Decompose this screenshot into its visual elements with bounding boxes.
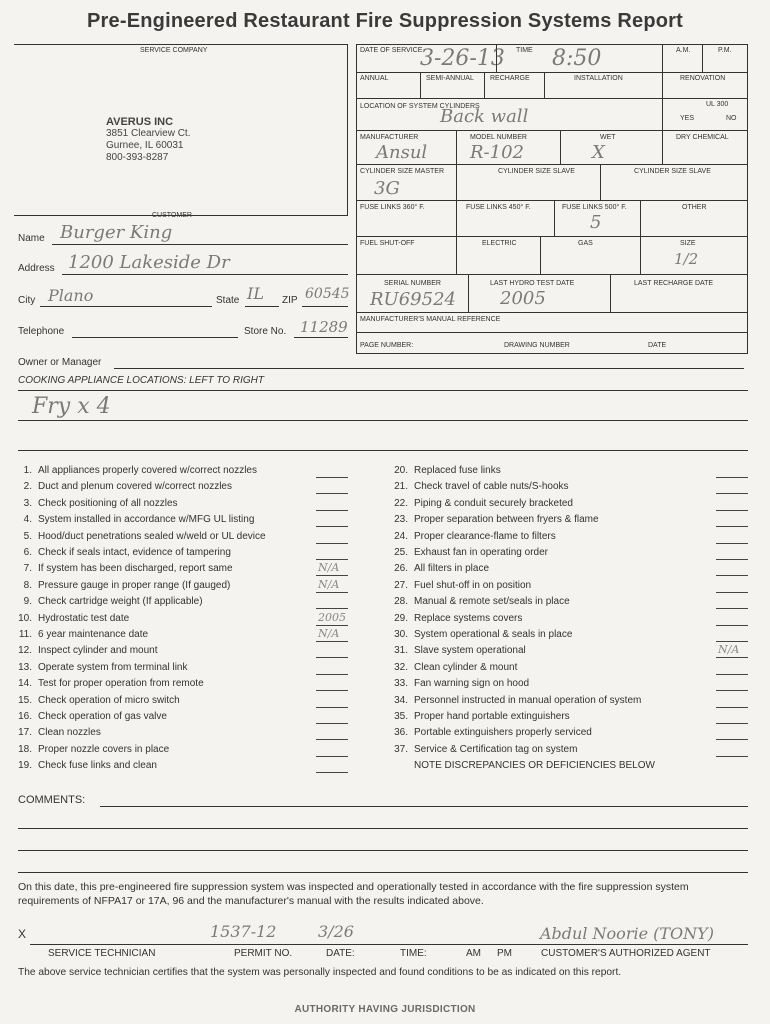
checklist-item-label: All appliances properly covered w/correct nozzles: [38, 465, 257, 476]
address-value: 1200 Lakeside Dr: [68, 252, 230, 273]
checklist-item-label: All filters in place: [414, 563, 490, 575]
store-field[interactable]: [294, 337, 348, 338]
checklist-item: [14, 727, 101, 738]
grid-line: [662, 130, 663, 164]
grid-line: [540, 236, 541, 274]
checklist-item: [14, 744, 169, 755]
time-value[interactable]: 8:50: [552, 46, 602, 71]
checklist-item: [390, 678, 529, 689]
checklist-item: [390, 547, 548, 558]
grid-line: [356, 200, 748, 201]
checklist-item: [14, 662, 188, 673]
grid-line: [356, 164, 748, 165]
fuse-500-value[interactable]: 5: [590, 212, 602, 233]
checklist-item-label: Manual & remote set/seals in place: [414, 596, 570, 608]
checklist-item-number: 29.: [394, 612, 408, 624]
state-field[interactable]: [245, 306, 279, 307]
checklist-item-label: Replaced fuse links: [414, 465, 501, 476]
ul300-yes-option[interactable]: YES: [680, 115, 695, 122]
checklist-item: [14, 596, 203, 607]
checklist-item-label: Exhaust fan in operating order: [414, 547, 548, 558]
checklist-item-label: Clean cylinder & mount: [414, 661, 518, 673]
checklist-answer-line[interactable]: [716, 739, 748, 740]
checklist-item-number: 16.: [18, 711, 32, 722]
checklist-item: [14, 563, 233, 574]
agent-label: CUSTOMER'S AUTHORIZED AGENT: [541, 948, 711, 959]
checklist-item: [14, 645, 158, 656]
model-number-value[interactable]: R-102: [470, 142, 524, 163]
checklist-item-number: 2.: [23, 481, 32, 493]
manual-reference-label: MANUFACTURER'S MANUAL REFERENCE: [360, 316, 501, 323]
checklist-item: [14, 613, 129, 624]
checklist-item: [390, 645, 526, 656]
checklist-item-label: Proper clearance-flame to filters: [414, 530, 556, 542]
checklist-item-number: 4.: [23, 514, 32, 526]
checklist-answer-value: N/A: [318, 561, 340, 575]
checklist-item-label: Personnel instructed in manual operation of system: [414, 694, 642, 706]
serial-number-value[interactable]: RU69524: [370, 289, 456, 310]
installation-option[interactable]: INSTALLATION: [574, 75, 623, 82]
zip-label: ZIP: [282, 295, 298, 306]
checklist-item-number: 10.: [18, 612, 32, 624]
date-2-label: DATE: [648, 342, 667, 349]
store-value: 11289: [300, 318, 348, 336]
date-label: DATE:: [326, 948, 355, 959]
checklist-item-number: 21.: [394, 481, 408, 493]
wet-value[interactable]: X: [592, 142, 605, 163]
city-label: City: [18, 295, 36, 306]
checklist-answer-line[interactable]: [316, 625, 348, 626]
checklist-item: [14, 465, 257, 476]
cooking-line-3[interactable]: [18, 450, 748, 451]
stamp-street: 3851 Clearview Ct.: [106, 128, 191, 139]
owner-label: Owner or Manager: [18, 357, 102, 368]
grid-line: [600, 164, 601, 200]
checklist-item-number: 23.: [394, 514, 408, 526]
checklist-item: [14, 678, 204, 689]
checklist-item-number: 25.: [394, 547, 408, 558]
checklist-item-label: Slave system operational: [414, 645, 526, 657]
company-stamp: [106, 116, 190, 164]
cylinder-location-value[interactable]: Back wall: [440, 106, 529, 127]
gas-label: GAS: [578, 240, 593, 247]
checklist-answer-line[interactable]: [716, 657, 748, 658]
grid-line: [662, 72, 663, 98]
am-label: A.M.: [676, 47, 691, 54]
cooking-label: COOKING APPLIANCE LOCATIONS: LEFT TO RIGHT: [18, 375, 264, 386]
name-value: Burger King: [60, 222, 173, 243]
checklist-item-number: 22.: [394, 497, 408, 509]
checklist-item-label: Inspect cylinder and mount: [38, 645, 158, 657]
checklist-answer-line[interactable]: [316, 526, 348, 527]
checklist-item-label: Service & Certification tag on system: [414, 743, 578, 755]
stamp-phone: 800-393-8287: [106, 152, 169, 163]
checklist-answer-line[interactable]: [716, 723, 748, 724]
checklist-item-number: 36.: [394, 727, 408, 739]
checklist-item-number: 7.: [23, 563, 32, 575]
checklist-answer-line[interactable]: [716, 559, 748, 560]
semi-annual-option[interactable]: SEMI-ANNUAL: [426, 75, 474, 82]
comments-line-4[interactable]: [18, 872, 748, 873]
drawing-number-label: DRAWING NUMBER: [504, 342, 570, 349]
checklist-item-label: Piping & conduit securely bracketed: [414, 497, 573, 509]
grid-line: [356, 312, 748, 313]
grid-line: [356, 274, 748, 275]
city-field[interactable]: [40, 306, 212, 307]
checklist-answer-line[interactable]: [316, 723, 348, 724]
checklist-answer-line[interactable]: [316, 690, 348, 691]
grid-line: [468, 274, 469, 312]
cylinder-slave2-label: CYLINDER SIZE SLAVE: [634, 168, 711, 175]
grid-line: [456, 130, 457, 164]
checklist-item-number: 11.: [18, 629, 32, 640]
address-field[interactable]: [62, 274, 348, 275]
checklist-item-number: 28.: [394, 596, 408, 608]
permit-value: 1537-12: [210, 922, 277, 941]
grid-line: [662, 98, 663, 130]
dry-chemical-label: DRY CHEMICAL: [676, 134, 729, 141]
checklist-item: [14, 514, 254, 525]
checklist-answer-line[interactable]: [716, 707, 748, 708]
checklist-answer-value: 2005: [318, 610, 346, 624]
permit-label: PERMIT NO.: [234, 948, 293, 959]
checklist-answer-value: N/A: [318, 627, 340, 640]
checklist-item-label: System installed in accordance w/MFG UL listing: [38, 514, 255, 526]
agent-value: Abdul Noorie (TONY): [540, 924, 714, 943]
grid-line: [456, 236, 457, 274]
name-field[interactable]: [52, 244, 348, 245]
checklist-item-number: 26.: [394, 563, 408, 575]
checklist-item-label: Fuel shut-off in on position: [414, 579, 532, 591]
checklist-item-label: Fan warning sign on hood: [414, 678, 530, 690]
cooking-line-1: [18, 390, 748, 391]
comments-line-3[interactable]: [18, 850, 748, 851]
checklist-item-number: 35.: [394, 711, 408, 722]
ul300-label: UL 300: [706, 101, 729, 108]
checklist-answer-line[interactable]: [716, 493, 748, 494]
checklist-item: [390, 760, 655, 771]
fuse-450-label: FUSE LINKS 450° F.: [466, 204, 531, 211]
checklist-answer-line[interactable]: [716, 526, 748, 527]
grid-line: [560, 130, 561, 164]
grid-line: [456, 164, 457, 200]
checklist-item-label: Replace systems covers: [414, 612, 523, 624]
checklist-answer-line[interactable]: [316, 575, 348, 576]
certification-text: On this date, this pre-engineered fire suppression system was inspected and operationally tested in accordance with the fire suppression system requirements of NFPA17 or 17A, 96 and the manufacturer's manual with the results indicated above.: [18, 881, 689, 907]
checklist-answer-line[interactable]: [716, 641, 748, 642]
checklist-answer-line[interactable]: [316, 493, 348, 494]
date-of-service-label: DATE OF SERVICE: [360, 47, 423, 54]
state-label: State: [216, 295, 240, 306]
wet-label: WET: [600, 134, 616, 141]
footer-certification: The above service technician certifies that the system was personally inspected and found conditions to be as indicated on this report.: [18, 967, 622, 978]
comments-label: COMMENTS:: [18, 794, 86, 806]
ul300-no-option[interactable]: NO: [726, 115, 737, 122]
checklist-item: [390, 514, 599, 525]
checklist-item-number: 3.: [23, 497, 32, 509]
recharge-date-label: LAST RECHARGE DATE: [634, 280, 714, 287]
grid-line: [420, 72, 421, 98]
checklist-item: [390, 711, 570, 722]
name-label: Name: [18, 233, 45, 244]
checklist-answer-line[interactable]: [716, 575, 748, 576]
fuse-360-label: FUSE LINKS 360° F.: [360, 204, 425, 211]
checklist-item-number: 17.: [18, 727, 32, 739]
checklist-answer-line[interactable]: [316, 739, 348, 740]
checklist-answer-line[interactable]: [316, 707, 348, 708]
checklist-item-number: 33.: [394, 678, 408, 690]
checklist-answer-line[interactable]: [316, 559, 348, 560]
grid-line: [640, 200, 641, 236]
cylinder-master-label: CYLINDER SIZE MASTER: [360, 168, 445, 175]
checklist-item-number: 24.: [394, 530, 408, 542]
city-value: Plano: [48, 286, 94, 305]
checklist-item: [14, 531, 266, 542]
checklist-item-number: 6.: [23, 547, 32, 558]
hydro-date-label: LAST HYDRO TEST DATE: [490, 280, 575, 287]
signature-line[interactable]: [30, 944, 748, 945]
checklist-item-number: 8.: [23, 579, 32, 591]
pm-label: P.M.: [718, 47, 732, 54]
pm-label-sig: PM: [497, 948, 512, 959]
grid-line: [356, 130, 748, 131]
checklist-item-label: System operational & seals in place: [414, 629, 573, 640]
checklist-item: [14, 481, 232, 492]
checklist-answer-line[interactable]: [716, 756, 748, 757]
grid-line: [554, 200, 555, 236]
checklist-item-number: 30.: [394, 629, 408, 640]
checklist-answer-line[interactable]: [316, 674, 348, 675]
checklist-item-label: Check operation of micro switch: [38, 694, 180, 706]
checklist-item-label: Check cartridge weight (If applicable): [38, 596, 203, 608]
checklist-answer-value: N/A: [318, 577, 340, 591]
checklist-item-number: 13.: [18, 661, 32, 673]
checklist-item-label: Test for proper operation from remote: [38, 678, 204, 690]
checklist-answer-line[interactable]: [716, 477, 748, 478]
date-of-service-value[interactable]: 3-26-13: [420, 46, 505, 71]
checklist-item-label: Operate system from terminal link: [38, 661, 188, 673]
checklist-answer-line[interactable]: [316, 592, 348, 593]
checklist-item: [14, 498, 178, 509]
manufacturer-value[interactable]: Ansul: [376, 142, 428, 163]
checklist-item: [390, 744, 577, 755]
grid-line: [456, 200, 457, 236]
checklist-item-number: 34.: [394, 694, 408, 706]
checklist-item-label: 6 year maintenance date: [38, 629, 149, 640]
serial-number-label: SERIAL NUMBER: [384, 280, 441, 287]
time-label-sig: TIME:: [400, 948, 427, 959]
authority-label: AUTHORITY HAVING JURISDICTION: [294, 1004, 476, 1015]
checklist-item-number: 12.: [18, 645, 32, 657]
checklist-item-number: 37.: [394, 743, 408, 755]
checklist-item: [390, 465, 501, 476]
checklist-item-number: 32.: [394, 661, 408, 673]
checklist-item-label: Proper hand portable extinguishers: [414, 711, 570, 722]
checklist-item-label: Clean nozzles: [38, 727, 101, 739]
technician-label: SERVICE TECHNICIAN: [48, 948, 156, 959]
stamp-company: AVERUS INC: [106, 116, 174, 128]
annual-option[interactable]: ANNUAL: [360, 75, 389, 82]
fuel-shutoff-label: FUEL SHUT-OFF: [360, 240, 415, 247]
checklist-item: [390, 662, 517, 673]
checklist-item-number: 5.: [23, 530, 32, 542]
zip-value: 60545: [305, 286, 350, 302]
checklist-answer-line[interactable]: [316, 756, 348, 757]
checklist-item-number: 1.: [23, 465, 32, 476]
cylinder-location-label: LOCATION OF SYSTEM CYLINDERS: [360, 103, 480, 110]
state-value: IL: [247, 284, 264, 303]
telephone-label: Telephone: [18, 326, 65, 337]
checklist-answer-line[interactable]: [716, 510, 748, 511]
checklist-item-label: Portable extinguishers properly serviced: [414, 727, 592, 739]
cooking-value: Fry x 4: [32, 394, 111, 419]
checklist-item: [14, 547, 231, 558]
size-value[interactable]: 1/2: [674, 250, 699, 268]
checklist-item: [14, 711, 167, 722]
checklist-item: [390, 613, 522, 624]
checklist-item-number: 18.: [18, 743, 32, 755]
grid-line: [484, 72, 485, 98]
checklist-answer-line[interactable]: [716, 608, 748, 609]
report-title: Pre-Engineered Restaurant Fire Suppression Systems Report: [86, 10, 683, 32]
page-number-label: PAGE NUMBER:: [360, 342, 414, 349]
grid-line: [356, 98, 748, 99]
am-label-sig: AM: [466, 948, 481, 959]
checklist-item: [390, 727, 592, 738]
sig-date-value: 3/26: [318, 922, 354, 941]
grid-line: [356, 236, 748, 237]
checklist-item-label: Duct and plenum covered w/correct nozzles: [38, 481, 232, 493]
checklist-answer-line[interactable]: [316, 608, 348, 609]
checklist-item: [390, 481, 569, 492]
checklist-item-label: Proper separation between fryers & flame: [414, 514, 599, 526]
manufacturer-label: MANUFACTURER: [360, 134, 419, 141]
grid-line: [640, 236, 641, 274]
checklist-answer-line[interactable]: [716, 674, 748, 675]
zip-field[interactable]: [302, 306, 348, 307]
telephone-field[interactable]: [72, 337, 238, 338]
grid-line: [496, 44, 497, 72]
checklist-item: [14, 629, 148, 640]
checklist-answer-value: N/A: [718, 643, 740, 657]
grid-line: [544, 72, 545, 98]
fuse-500-label: FUSE LINKS 500° F.: [562, 204, 627, 211]
checklist-item-label: Hydrostatic test date: [38, 612, 130, 624]
store-label: Store No.: [244, 326, 287, 337]
checklist-answer-line[interactable]: [716, 543, 748, 544]
checklist-item-label: Proper nozzle covers in place: [38, 743, 170, 755]
hydro-date-value[interactable]: 2005: [500, 288, 546, 309]
signature-x: X: [18, 927, 27, 941]
checklist-answer-line[interactable]: [716, 625, 748, 626]
checklist-item: [390, 596, 570, 607]
other-label: OTHER: [682, 204, 707, 211]
checklist-answer-line[interactable]: [316, 477, 348, 478]
checklist-answer-line[interactable]: [316, 543, 348, 544]
checklist-item-number: 14.: [18, 678, 32, 690]
customer-label: CUSTOMER: [152, 212, 192, 219]
checklist-item-number: 15.: [18, 694, 32, 706]
checklist-item-number: 9.: [23, 596, 32, 608]
grid-line: [356, 72, 748, 73]
cylinder-master-value[interactable]: 3G: [374, 178, 400, 199]
checklist-answer-line[interactable]: [716, 690, 748, 691]
comments-line-2[interactable]: [18, 828, 748, 829]
checklist-item: [390, 580, 531, 591]
checklist-answer-line[interactable]: [716, 592, 748, 593]
checklist-item-label: Hood/duct penetrations sealed w/weld or UL device: [38, 530, 266, 542]
comments-line-1[interactable]: [100, 806, 748, 807]
model-number-label: MODEL NUMBER: [470, 134, 527, 141]
owner-field[interactable]: [114, 368, 744, 369]
stamp-city: Gurnee, IL 60031: [106, 140, 184, 151]
checklist-item: [390, 563, 489, 574]
address-label: Address: [18, 263, 55, 274]
checklist-item-number: 31.: [394, 645, 408, 657]
checklist-item-number: 19.: [18, 760, 32, 772]
checklist-item: [390, 531, 556, 542]
cooking-line-2[interactable]: [18, 420, 748, 421]
electric-label: ELECTRIC: [482, 240, 517, 247]
grid-line: [702, 44, 703, 72]
checklist-item-label: NOTE DISCREPANCIES OR DEFICIENCIES BELOW: [414, 760, 655, 772]
checklist-item: [390, 498, 573, 509]
checklist-item-label: Check fuse links and clean: [38, 760, 157, 772]
checklist-answer-line[interactable]: [316, 657, 348, 658]
checklist-item: [14, 695, 180, 706]
checklist-item-label: Pressure gauge in proper range (If gauged): [38, 579, 231, 591]
checklist-item-label: Check operation of gas valve: [38, 711, 167, 722]
checklist-item: [14, 580, 230, 591]
cylinder-slave-label: CYLINDER SIZE SLAVE: [498, 168, 575, 175]
size-label: SIZE: [680, 240, 696, 247]
checklist-item-label: Check travel of cable nuts/S-hooks: [414, 481, 569, 493]
renovation-option[interactable]: RENOVATION: [680, 75, 726, 82]
checklist-item-label: Check if seals intact, evidence of tampering: [38, 547, 231, 558]
checklist-item-number: 20.: [394, 465, 408, 476]
checklist-item-number: 27.: [394, 579, 408, 591]
checklist-item-label: Check positioning of all nozzles: [38, 497, 178, 509]
grid-line: [662, 44, 663, 72]
checklist-item-label: If system has been discharged, report same: [38, 563, 233, 575]
grid-line: [610, 274, 611, 312]
checklist-answer-line[interactable]: [316, 641, 348, 642]
time-label: TIME: [516, 47, 533, 54]
checklist-answer-line[interactable]: [316, 510, 348, 511]
recharge-option[interactable]: RECHARGE: [490, 75, 530, 82]
checklist-item: [390, 695, 641, 706]
grid-line: [356, 332, 748, 333]
checklist-answer-line[interactable]: [316, 772, 348, 773]
service-company-label: SERVICE COMPANY: [140, 47, 208, 54]
checklist-item: [390, 629, 572, 640]
checklist-item: [14, 760, 157, 771]
